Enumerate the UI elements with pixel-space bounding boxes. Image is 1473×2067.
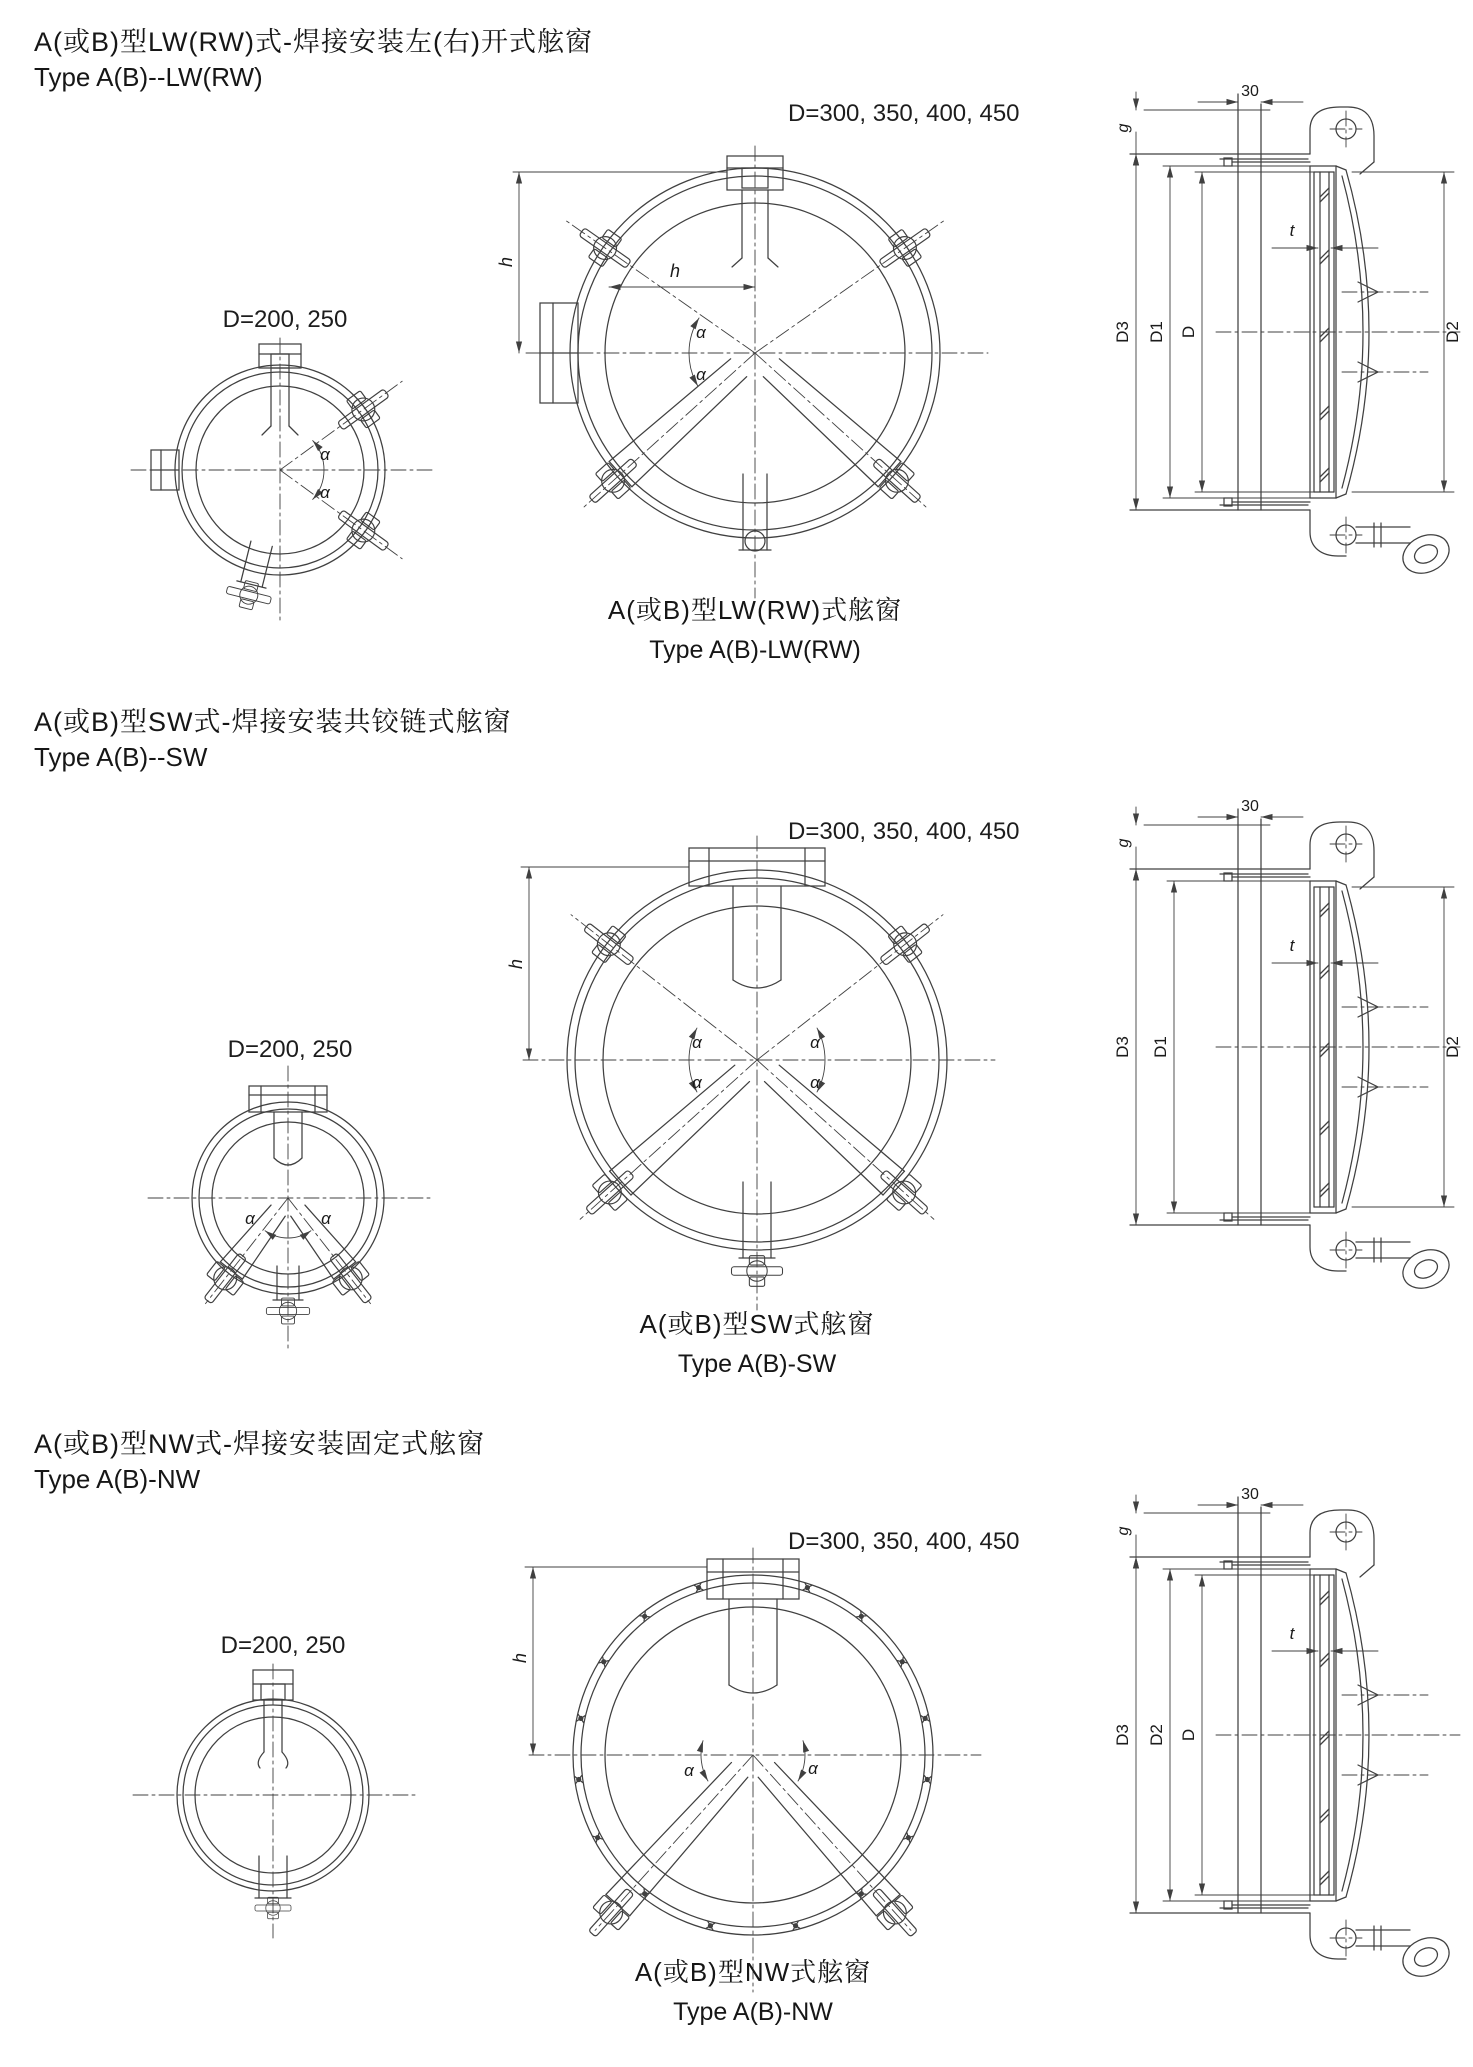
caption-sw-cn: A(或B)型SW式舷窗 xyxy=(639,1309,875,1339)
caption-lw-cn: A(或B)型LW(RW)式舷窗 xyxy=(607,595,903,625)
svg-text:α: α xyxy=(321,1209,331,1228)
svg-text:D1: D1 xyxy=(1151,1036,1170,1058)
cross-section-sw xyxy=(1113,795,1470,1330)
svg-text:α: α xyxy=(245,1209,255,1228)
svg-text:D2: D2 xyxy=(1147,1724,1166,1746)
caption-nw xyxy=(553,1952,953,2027)
svg-text:g: g xyxy=(1115,123,1132,133)
section-title-lw-cn: A(或B)型LW(RW)式-焊接安装左(右)开式舷窗 xyxy=(34,27,593,57)
svg-text:α: α xyxy=(808,1759,818,1778)
svg-text:h: h xyxy=(510,1652,530,1664)
section-title-nw-cn: A(或B)型NW式-焊接安装固定式舷窗 xyxy=(34,1429,485,1459)
d-large-label-nw: D=300, 350, 400, 450 xyxy=(788,1528,1020,1555)
cross-section-lw xyxy=(1113,80,1470,615)
svg-text:α: α xyxy=(320,483,330,502)
svg-text:g: g xyxy=(1115,1526,1132,1536)
section-title-sw-cn: A(或B)型SW式-焊接安装共铰链式舷窗 xyxy=(34,707,512,737)
svg-text:α: α xyxy=(696,365,706,384)
d-small-label-sw: D=200, 250 xyxy=(227,1036,353,1063)
svg-text:α: α xyxy=(810,1073,820,1092)
front-view-large-sw xyxy=(507,830,1007,1335)
front-view-small-nw xyxy=(143,1660,423,1952)
svg-text:D3: D3 xyxy=(1113,1724,1132,1746)
front-view-large-lw xyxy=(496,126,1005,631)
cross-section-nw xyxy=(1113,1483,1470,2018)
d-small-label-nw: D=200, 250 xyxy=(220,1632,346,1659)
svg-text:D1: D1 xyxy=(1147,321,1166,343)
svg-text:t: t xyxy=(1289,221,1295,240)
svg-text:30: 30 xyxy=(1241,1486,1259,1503)
svg-text:t: t xyxy=(1289,1624,1295,1643)
d-large-label-lw: D=300, 350, 400, 450 xyxy=(788,100,1020,127)
svg-text:D2: D2 xyxy=(1443,321,1462,343)
d-small-label-lw: D=200, 250 xyxy=(222,306,348,333)
section-title-sw-en: Type A(B)--SW xyxy=(34,742,208,772)
section-title-nw-en: Type A(B)-NW xyxy=(34,1464,201,1494)
caption-sw xyxy=(557,1304,957,1379)
svg-text:g: g xyxy=(1115,838,1132,848)
svg-text:D2: D2 xyxy=(1443,1036,1462,1058)
svg-text:α: α xyxy=(810,1033,820,1052)
caption-lw xyxy=(555,590,955,665)
svg-text:D3: D3 xyxy=(1113,1036,1132,1058)
svg-text:D3: D3 xyxy=(1113,321,1132,343)
svg-text:h: h xyxy=(669,261,681,281)
svg-text:t: t xyxy=(1289,936,1295,955)
caption-sw-en: Type A(B)-SW xyxy=(677,1350,837,1378)
front-view-small-sw xyxy=(150,1064,430,1356)
section-title-lw-en: Type A(B)--LW(RW) xyxy=(34,62,263,92)
svg-text:α: α xyxy=(684,1761,694,1780)
caption-nw-cn: A(或B)型NW式舷窗 xyxy=(634,1957,872,1987)
svg-text:α: α xyxy=(696,323,706,342)
svg-text:α: α xyxy=(692,1073,702,1092)
caption-nw-en: Type A(B)-NW xyxy=(673,1998,833,2026)
svg-text:D: D xyxy=(1179,1728,1198,1742)
svg-text:30: 30 xyxy=(1241,798,1259,815)
caption-lw-en: Type A(B)-LW(RW) xyxy=(649,636,861,664)
d-large-label-sw: D=300, 350, 400, 450 xyxy=(788,818,1020,845)
svg-text:30: 30 xyxy=(1241,83,1259,100)
svg-text:h: h xyxy=(506,958,526,970)
svg-text:h: h xyxy=(496,256,516,268)
front-view-small-lw xyxy=(145,336,425,628)
svg-text:D: D xyxy=(1179,325,1198,339)
svg-text:α: α xyxy=(320,445,330,464)
svg-text:α: α xyxy=(692,1033,702,1052)
